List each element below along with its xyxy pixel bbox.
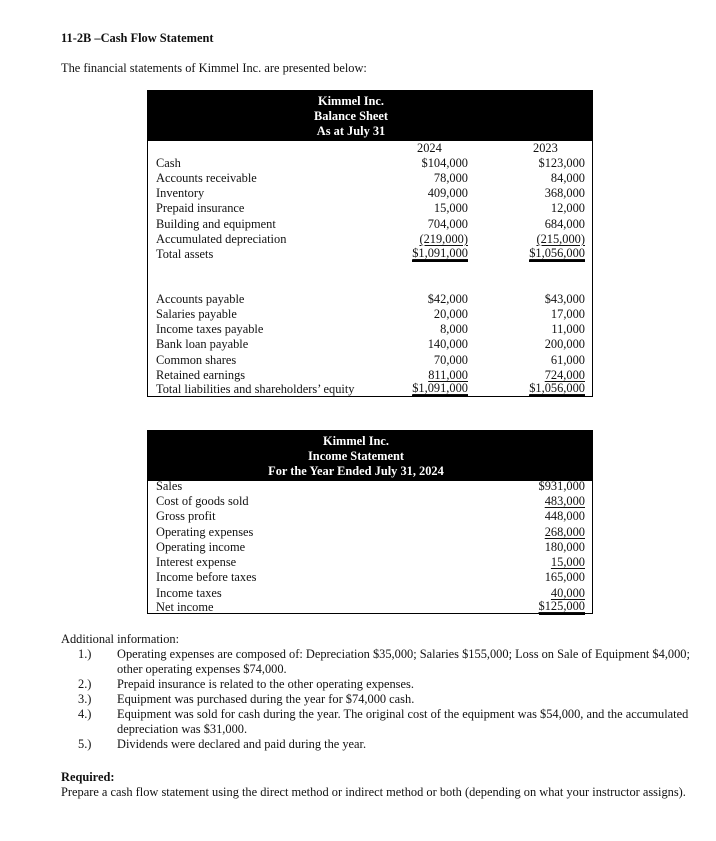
total-value: $1,091,000 bbox=[412, 381, 468, 395]
table-row bbox=[156, 555, 585, 570]
list-item bbox=[78, 707, 701, 737]
item-text: Operating expenses are composed of: Depreciation $35,000; Salaries $155,000; Loss on Sale of Equipment $4,000; other operating expenses $74,000. bbox=[117, 647, 690, 676]
table-row bbox=[156, 586, 585, 601]
value-2024: 409,000 bbox=[427, 186, 468, 200]
table-row bbox=[156, 307, 585, 322]
table-row bbox=[156, 217, 585, 232]
year-column-2023: 2023 bbox=[533, 141, 558, 155]
item-text: Prepaid insurance is related to the other operating expenses. bbox=[117, 677, 414, 691]
table-row bbox=[156, 292, 585, 307]
row-label: Bank loan payable bbox=[156, 337, 249, 351]
row-label: Income taxes payable bbox=[156, 322, 264, 336]
page-title: 11-2B –Cash Flow Statement bbox=[61, 31, 214, 45]
value-2023 bbox=[529, 247, 585, 262]
year-column-2024: 2024 bbox=[417, 141, 442, 155]
row-label: Income before taxes bbox=[156, 570, 257, 584]
statement-date: As at July 31 bbox=[316, 124, 386, 138]
table-row bbox=[156, 479, 585, 494]
row-label: Operating income bbox=[156, 540, 246, 554]
statement-name: Balance Sheet bbox=[314, 109, 388, 123]
value-2023: $123,000 bbox=[538, 156, 585, 170]
table-row bbox=[156, 156, 585, 171]
table-row bbox=[156, 540, 585, 555]
row-value: 40,000 bbox=[550, 586, 585, 600]
total-value: $1,056,000 bbox=[529, 381, 585, 395]
row-value: 483,000 bbox=[544, 494, 585, 508]
value-2023: 200,000 bbox=[544, 337, 585, 351]
row-label: Accounts payable bbox=[156, 292, 245, 306]
value-2023: 724,000 bbox=[544, 368, 585, 382]
row-label: Sales bbox=[156, 479, 183, 493]
item-text: Equipment was purchased during the year for $74,000 cash. bbox=[117, 692, 415, 706]
row-value: 268,000 bbox=[544, 525, 585, 539]
table-row bbox=[156, 525, 585, 540]
total-value: $125,000 bbox=[538, 599, 585, 613]
table-row bbox=[156, 368, 585, 383]
item-number: 4.) bbox=[78, 707, 92, 721]
row-value: 15,000 bbox=[550, 555, 585, 569]
value-2024 bbox=[412, 382, 468, 397]
additional-information bbox=[61, 632, 701, 752]
list-item bbox=[78, 647, 701, 677]
row-label: Inventory bbox=[156, 186, 205, 200]
total-value: $1,091,000 bbox=[412, 246, 468, 260]
table-row bbox=[156, 201, 585, 216]
table-row-total bbox=[156, 382, 585, 397]
additional-information-list bbox=[61, 647, 701, 752]
value-2023: (215,000) bbox=[536, 232, 585, 246]
table-row-total bbox=[156, 247, 585, 262]
row-label: Building and equipment bbox=[156, 217, 276, 231]
value-2024 bbox=[412, 247, 468, 262]
row-label: Salaries payable bbox=[156, 307, 237, 321]
table-row bbox=[156, 232, 585, 247]
row-label: Accounts receivable bbox=[156, 171, 257, 185]
company-name: Kimmel Inc. bbox=[317, 94, 385, 108]
table-row bbox=[156, 322, 585, 337]
item-number: 2.) bbox=[78, 677, 92, 691]
value-2024: 15,000 bbox=[433, 201, 468, 215]
required-section bbox=[61, 770, 701, 800]
table-row bbox=[156, 171, 585, 186]
value-2023: $43,000 bbox=[544, 292, 585, 306]
row-label: Prepaid insurance bbox=[156, 201, 245, 215]
row-label: Cash bbox=[156, 156, 181, 170]
value-2024: 70,000 bbox=[433, 353, 468, 367]
item-number: 1.) bbox=[78, 647, 92, 661]
table-row bbox=[156, 353, 585, 368]
income-statement bbox=[147, 430, 593, 614]
value-2024: 8,000 bbox=[440, 322, 468, 336]
value-2024: 811,000 bbox=[428, 368, 468, 382]
row-label: Common shares bbox=[156, 353, 237, 367]
item-text: Equipment was sold for cash during the year. The original cost of the equipment was $54,000, and the accumulated depreciation was $31,000. bbox=[117, 707, 689, 736]
value-2024: 140,000 bbox=[427, 337, 468, 351]
item-text: Dividends were declared and paid during the year. bbox=[117, 737, 367, 751]
row-label: Income taxes bbox=[156, 586, 222, 600]
intro-text: The financial statements of Kimmel Inc. are presented below: bbox=[61, 61, 367, 75]
value-2023: 12,000 bbox=[550, 201, 585, 215]
table-row bbox=[156, 337, 585, 352]
value-2024: 78,000 bbox=[433, 171, 468, 185]
row-label: Total assets bbox=[156, 247, 214, 261]
table-row bbox=[156, 570, 585, 585]
value-2023: 684,000 bbox=[544, 217, 585, 231]
list-item bbox=[78, 677, 701, 692]
additional-information-heading: Additional information: bbox=[61, 632, 180, 646]
value-2024: 704,000 bbox=[427, 217, 468, 231]
value-2023: 84,000 bbox=[550, 171, 585, 185]
value-2023: 17,000 bbox=[550, 307, 585, 321]
row-label: Retained earnings bbox=[156, 368, 246, 382]
value-2023 bbox=[529, 382, 585, 397]
statement-period: For the Year Ended July 31, 2024 bbox=[268, 464, 444, 478]
company-name: Kimmel Inc. bbox=[322, 434, 390, 448]
row-label: Interest expense bbox=[156, 555, 237, 569]
item-number: 5.) bbox=[78, 737, 92, 751]
row-label: Total liabilities and shareholders’ equity bbox=[156, 382, 355, 396]
balance-sheet-header bbox=[148, 91, 592, 141]
balance-sheet bbox=[147, 90, 593, 397]
row-label: Operating expenses bbox=[156, 525, 254, 539]
table-row bbox=[156, 186, 585, 201]
item-number: 3.) bbox=[78, 692, 92, 706]
statement-name: Income Statement bbox=[307, 449, 404, 463]
table-row-total bbox=[156, 600, 585, 615]
list-item bbox=[78, 692, 701, 707]
income-statement-header bbox=[148, 431, 592, 481]
row-label: Gross profit bbox=[156, 509, 216, 523]
required-heading: Required: bbox=[61, 770, 115, 784]
table-row bbox=[156, 494, 585, 509]
value-2023: 11,000 bbox=[551, 322, 585, 336]
value-2023: 368,000 bbox=[544, 186, 585, 200]
row-value: 180,000 bbox=[544, 540, 585, 554]
table-row bbox=[156, 509, 585, 524]
required-text: Prepare a cash flow statement using the direct method or indirect method or both (depending on what your instructor assigns). bbox=[61, 785, 686, 799]
value-2024: (219,000) bbox=[419, 232, 468, 246]
value-2023: 61,000 bbox=[550, 353, 585, 367]
value-2024: $42,000 bbox=[427, 292, 468, 306]
row-label: Net income bbox=[156, 600, 214, 614]
row-value bbox=[539, 600, 585, 615]
value-2024: $104,000 bbox=[421, 156, 468, 170]
row-value: $931,000 bbox=[538, 479, 585, 493]
row-label: Accumulated depreciation bbox=[156, 232, 287, 246]
row-value: 448,000 bbox=[544, 509, 585, 523]
row-value: 165,000 bbox=[544, 570, 585, 584]
value-2024: 20,000 bbox=[433, 307, 468, 321]
total-value: $1,056,000 bbox=[529, 246, 585, 260]
list-item bbox=[78, 737, 701, 752]
row-label: Cost of goods sold bbox=[156, 494, 249, 508]
